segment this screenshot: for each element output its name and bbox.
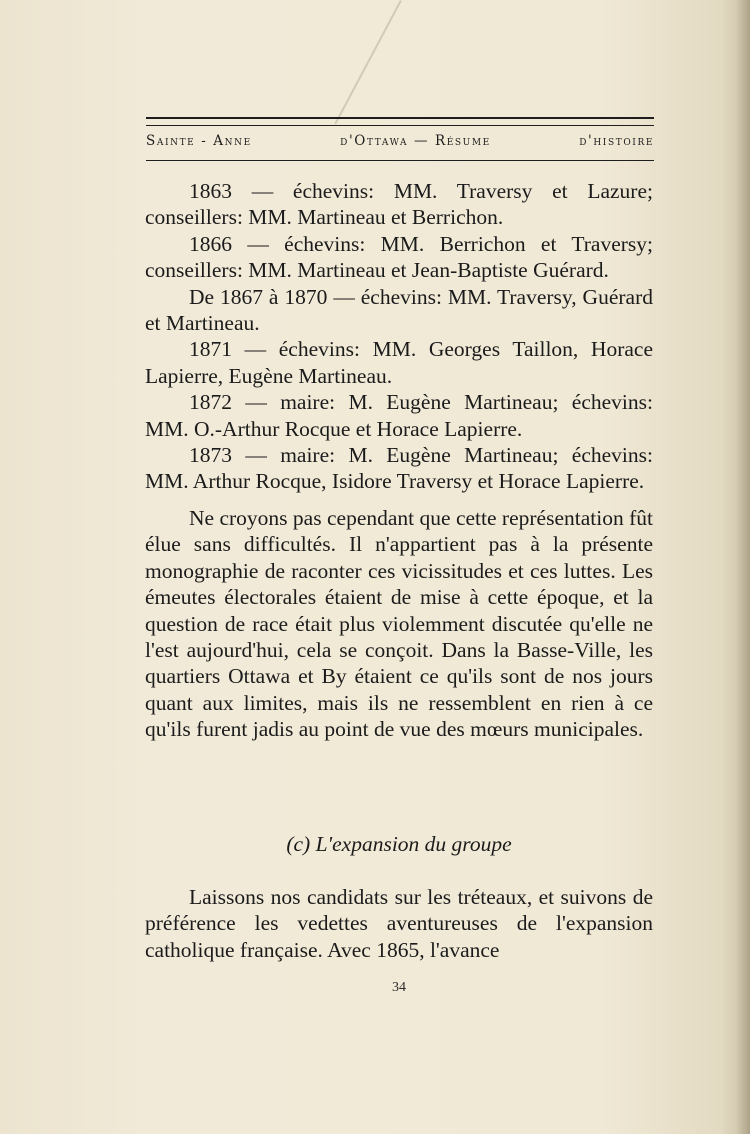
paper-crease	[334, 0, 401, 125]
header-rule-bottom	[146, 160, 654, 161]
paragraph-1867: De 1867 à 1870 — échevins: MM. Traversy, Guérard et Martineau.	[145, 284, 653, 336]
paragraph-difficultes: Ne croyons pas cependant que cette représentation fût élue sans difficultés. Il n'appartient pas à la présente monographie de raconter ces vicissitudes et ces luttes. Les émeutes électorales étaient de mise à cette époque, et la question de race était plus violemment discutée qu'elle ne l'est aujourd'hui, cela se conçoit. Dans la Basse-Ville, les quartiers Ottawa et By étaient ce qu'ils sont de nos jours quant aux limites, mais ils ne ressemblent en rien à ce qu'ils furent jadis au point de vue des mœurs municipales.	[145, 505, 653, 742]
paragraph-1871: 1871 — échevins: MM. Georges Taillon, Horace Lapierre, Eugène Martineau.	[145, 337, 653, 388]
running-head-center: d'Ottawa — Résume	[340, 133, 491, 149]
binding-shadow	[736, 0, 750, 1134]
paragraph-1863: 1863 — échevins: MM. Traversy et Lazure; conseillers: MM. Martineau et Berrichon.	[145, 179, 653, 230]
running-head-right: d'histoire	[579, 133, 654, 149]
paragraph-expansion: Laissons nos candidats sur les tréteaux, et suivons de préférence les vedettes aventureuses de l'expansion catholique française. Avec 1865, l'avance	[145, 885, 653, 962]
header-rule-top	[146, 117, 654, 126]
running-head	[146, 133, 654, 157]
paragraph-1866: 1866 — échevins: MM. Berrichon et Traversy; conseillers: MM. Martineau et Jean-Baptiste Guérard.	[145, 231, 653, 283]
section-subheading: (c) L'expansion du groupe	[286, 832, 512, 856]
page-number: 34	[392, 980, 406, 995]
paragraph-1873: 1873 — maire: M. Eugène Martineau; échevins: MM. Arthur Rocque, Isidore Traversy et Horace Lapierre.	[145, 443, 653, 494]
running-head-left: Sainte - Anne	[146, 133, 252, 149]
main-text	[145, 178, 653, 743]
closing-text	[145, 884, 653, 963]
paragraph-1872: 1872 — maire: M. Eugène Martineau; échevins: MM. O.-Arthur Rocque et Horace Lapierre.	[145, 390, 653, 441]
